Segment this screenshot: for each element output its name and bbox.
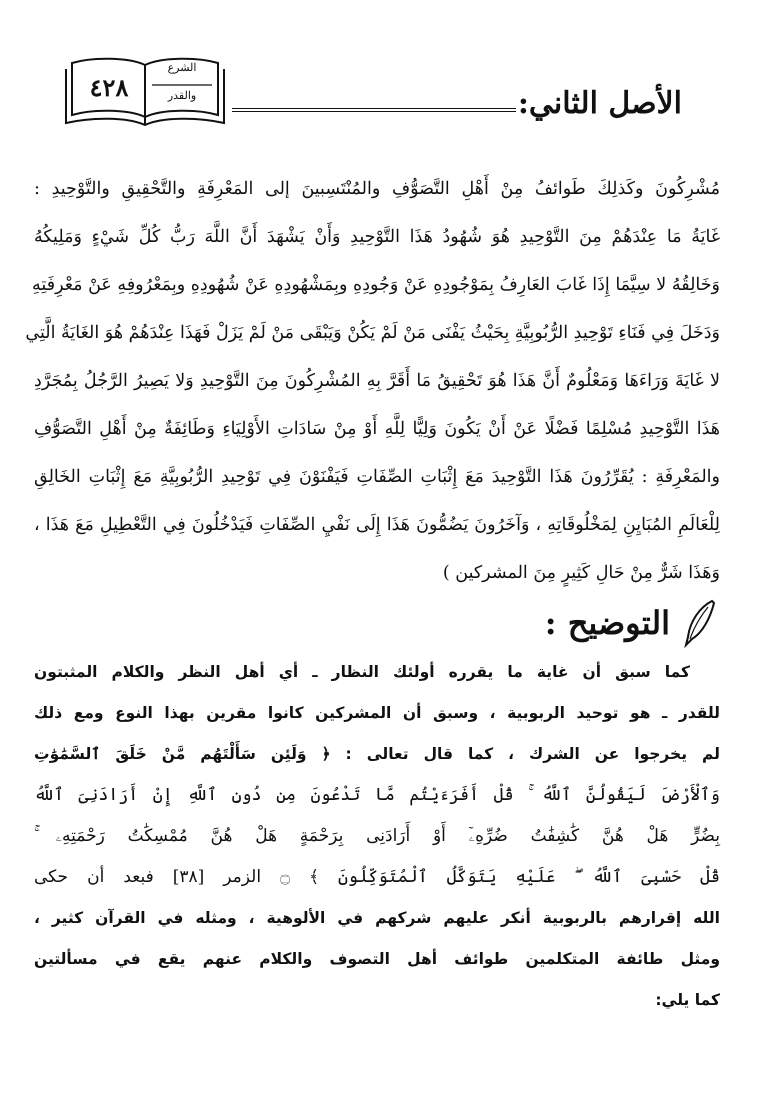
book-subtitle-bottom: والقدر — [167, 89, 197, 102]
page-number: ٤٢٨ — [89, 73, 129, 102]
quran-verse-line: قُلْ حَسْبِىَ ٱللَّهُ ۖ عَلَيْهِ يَتَوَكَّلُ ٱلْمُتَوَكِّلُونَ ﴾ ۝ الزمر [٣٨] فبعد أن حكى — [34, 867, 720, 887]
explanation-text — [34, 652, 720, 1021]
quote-line: لِلْعَالَمِ المُبَايِنِ لِمَخْلُوقَاتِهِ ، وَآخَرُونَ يَضُمُّونَ هَذَا إِلَى نَفْيِ الصِّفَاتِ فَيَدْخُلُونَ فِي التَّعْطِيلِ مَعَ هَذَا ، — [34, 515, 720, 535]
quill-icon — [678, 597, 720, 649]
explanation-line: كما سبق أن غاية ما يقرره أولئك النظار ـ أي أهل النظر والكلام المثبتون — [34, 663, 690, 681]
section-title: الأصل الثاني: — [517, 86, 682, 121]
quote-line: هَذَا التَّوْحِيدِ مُسْلِمًا فَضْلًا عَنْ أَنْ يَكُونَ وَلِيًّا لِلَّهِ أَوْ مِنْ سَادَاتِ الأَوْلِيَاءِ وَطَائِفَةٌ مِنْ أَهْلِ التَّصَوُّفِ — [34, 419, 720, 439]
explanation-line: لم يخرجوا عن الشرك ، كما قال تعالى : ﴿ وَلَئِن سَأَلْتَهُم مَّنْ خَلَقَ ٱلسَّمَٰوَٰتِ — [34, 745, 720, 763]
quote-line: وَدَخَلَ فِي فَنَاءِ تَوْحِيدِ الرُّبُوبِيَّةِ بِحَيْثُ يَفْنَى مَنْ لَمْ يَكُنْ وَيَبْقَى مَنْ لَمْ يَزَلْ فَهَذَا عِنْدَهُمْ هُوَ الغَايَةُ الَّتِي — [25, 323, 720, 343]
quote-line: وَخَالِقُهُ لا سِيَّمَا إِذَا غَابَ العَارِفُ بِمَوْجُودِهِ عَنْ وَجُودِهِ وبِمَشْهُودِهِ عَنْ شُهُودِهِ وبِمَعْرُوفِهِ عَنْ مَعْرِفَتِهِ — [32, 275, 720, 295]
quote-line: والمَعْرِفَةِ : يُقَرِّرُونَ هَذَا التَّوْحِيدَ مَعَ إِثْبَاتِ الصِّفَاتِ فَيَفْنَوْنَ فِي تَوْحِيدِ الرُّبُوبِيَّةِ مَعَ إِثْبَاتِ الخَالِقِ — [34, 467, 720, 487]
quote-line: لا غَايَةَ وَرَاءَهَا وَمَعْلُومٌ أَنَّ هَذَا هُوَ تَحْقِيقُ مَا أَقَرَّ بِهِ المُشْرِكُونَ مِنَ التَّوْحِيدِ وَلا يَصِيرُ الرَّجُلُ بِمُجَرَّدِ — [34, 371, 720, 391]
explanation-line: ومثل طائفة المتكلمين طوائف أهل التصوف والكلام عنهم يقع في مسألتين — [34, 950, 720, 968]
quoted-text — [25, 165, 720, 597]
quote-line: وَهَذَا شَرٌّ مِنْ حَالِ كَثِيرٍ مِنَ المشركين ) — [442, 563, 720, 583]
book-subtitle-top: الشرع — [167, 61, 197, 74]
quran-verse-line: بِضُرٍّ هَلْ هُنَّ كَٰشِفَٰتُ ضُرِّهِۦٓ أَوْ أَرَادَنِى بِرَحْمَةٍ هَلْ هُنَّ مُمْسِكَٰتُ رَحْمَتِهِۦ ۚ — [34, 826, 720, 846]
quote-line: مُشْرِكُونَ وكَذلِكَ طَوائفُ مِنْ أَهْلِ التَّصَوُّفِ والمُنْتَسِبينَ إلى المَعْرِفَةِ والتَّحْقِيقِ والتَّوْحِيدِ : — [34, 179, 720, 199]
quran-verse-line: وَٱلْأَرْضَ لَيَقُولُنَّ ٱللَّهُ ۚ قُلْ أَفَرَءَيْتُم مَّا تَدْعُونَ مِن دُونِ ٱللَّهِ إِنْ أَرَادَنِىَ ٱللَّهُ — [34, 785, 720, 805]
header-rule — [232, 108, 516, 112]
explanation-line: الله إقرارهم بالربوبية أنكر عليهم شركهم في الألوهية ، ومثله في القرآن كثير ، — [34, 909, 720, 927]
explanation-heading-text: التوضيح : — [544, 604, 670, 642]
open-book-icon — [62, 55, 228, 127]
explanation-line: كما يلي: — [655, 991, 720, 1009]
explanation-line: للقدر ـ هو توحيد الربوبية ، وسبق أن المشركين كانوا مقرين بهذا النوع ومع ذلك — [34, 704, 720, 722]
explanation-heading — [545, 596, 720, 650]
quote-line: غَايَةُ مَا عِنْدَهُمْ مِنَ التَّوْحِيدِ هُوَ شُهُودُ هَذَا التَّوْحِيدِ وَأَنْ يَشْهَدَ أَنَّ اللَّهَ رَبُّ كُلِّ شَيْءٍ وَمَلِيكُهُ — [34, 227, 720, 247]
